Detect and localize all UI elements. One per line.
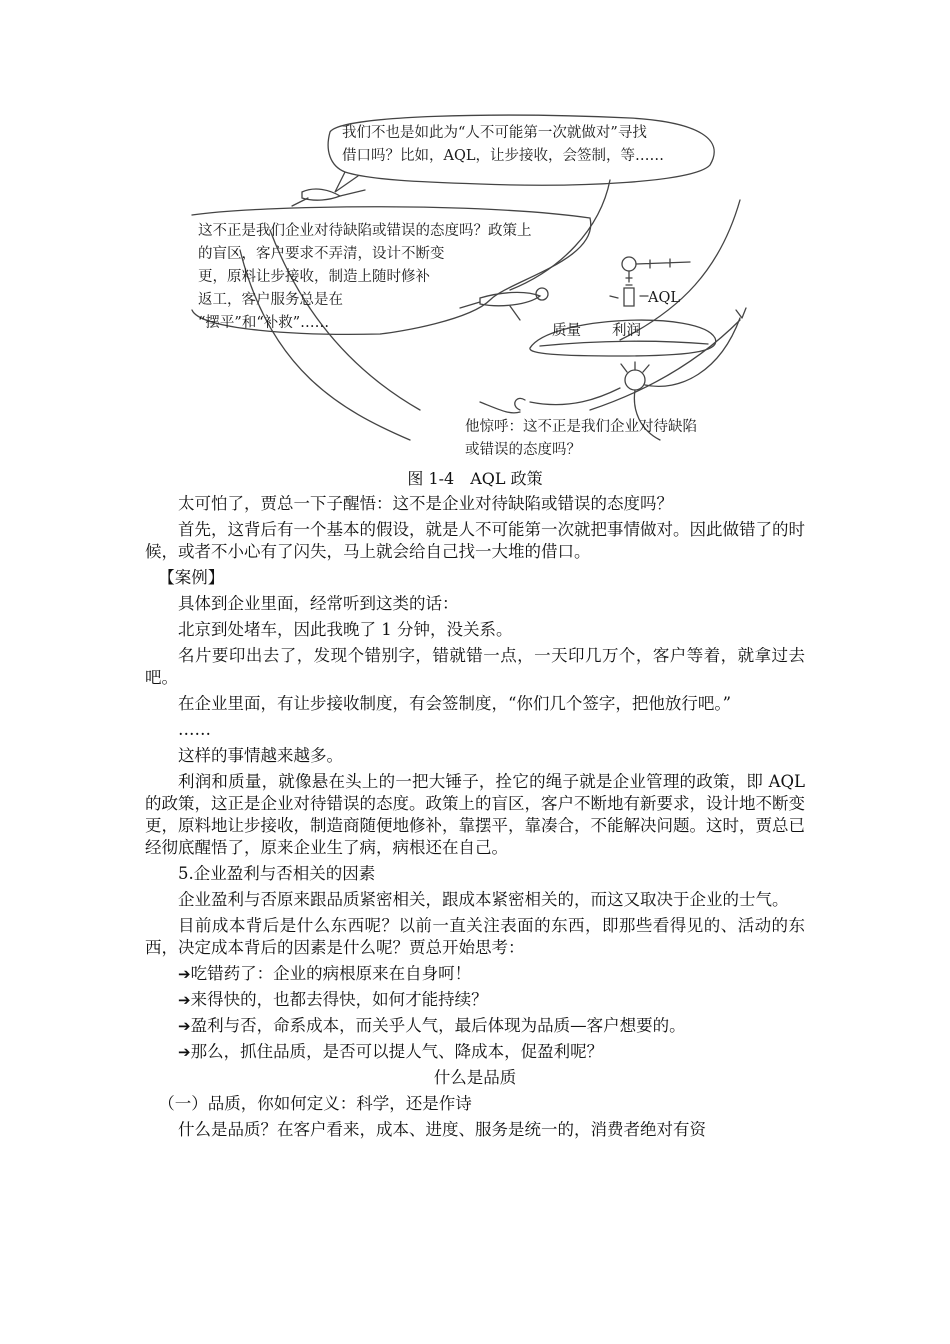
paragraph: 目前成本背后是什么东西呢？以前一直关注表面的东西，即那些看得见的、活动的东西，决定成本背后的因素是什么呢？贾总开始思考： <box>145 916 805 957</box>
arrow-icon: ➔ <box>178 1043 191 1061</box>
arrow-icon: ➔ <box>178 965 191 983</box>
bubble-mid-line-4: 返工，客户服务总是在 <box>198 292 343 308</box>
bubble-bottom-line-2: 或错误的态度吗？ <box>465 442 581 458</box>
bullet-item <box>145 1015 805 1037</box>
paragraph: 利润和质量，就像悬在头上的一把大锤子，拴它的绳子就是企业管理的政策，即 AQL 的政策，这正是企业对待错误的态度。政策上的盲区，客户不断地有新要求，设计地不断变更，原料地让步接收，制造商随便地修补，靠摆平，靠凑合，不能解决问题。这时，贾总已经彻底醒悟了，原来企业生了病，病根还在自己。 <box>145 772 805 857</box>
bullet-text: 那么，抓住品质，是否可以提人气、降成本，促盈利呢？ <box>190 1042 604 1061</box>
case-heading: 【案例】 <box>158 568 225 587</box>
figure-caption: 图 1-4 AQL 政策 <box>407 469 543 488</box>
aql-cartoon-figure <box>180 110 780 465</box>
arrow-icon: ➔ <box>178 1017 191 1035</box>
paragraph: 这样的事情越来越多。 <box>178 746 343 765</box>
document-body <box>145 493 805 1145</box>
section-title: 什么是品质 <box>433 1068 517 1087</box>
bullet-item <box>145 1041 805 1063</box>
paragraph: 名片要印出去了，发现个错别字，错就错一点，一天印几万个，客户等着，就拿过去吧。 <box>145 646 805 687</box>
bubble-mid-line-1: 这不正是我们企业对待缺陷或错误的态度吗？政策上 <box>198 223 532 239</box>
bubble-bottom-line-1: 他惊呼：这不正是我们企业对待缺陷 <box>465 419 697 435</box>
bubble-top-line-1: 我们不也是如此为“人不可能第一次就做对”寻找 <box>342 125 647 141</box>
paragraph: 首先，这背后有一个基本的假设，就是人不可能第一次就把事情做对。因此做错了的时候，或者不小心有了闪失，马上就会给自己找一大堆的借口。 <box>145 520 805 561</box>
bullet-item <box>145 963 805 985</box>
paragraph: 什么是品质？在客户看来，成本、进度、服务是统一的，消费者绝对有资 <box>178 1120 706 1139</box>
subsection-heading: （一）品质，你如何定义：科学，还是作诗 <box>158 1094 472 1113</box>
paragraph: …… <box>178 720 211 739</box>
paragraph: 在企业里面，有让步接收制度，有会签制度，“你们几个签字，把他放行吧。” <box>178 694 732 713</box>
paragraph: 企业盈利与否原来跟品质紧密相关，跟成本紧密相关的，而这又取决于企业的士气。 <box>178 890 789 909</box>
arrow-icon: ➔ <box>178 991 191 1009</box>
bubble-mid-line-5: “摆平”和“补救”…… <box>198 315 330 331</box>
bubble-mid-line-3: 更，原料让步接收，制造上随时修补 <box>198 269 430 285</box>
section-heading-5: 5.企业盈利与否相关的因素 <box>178 864 376 883</box>
bullet-text: 盈利与否，命系成本，而关乎人气，最后体现为品质—客户想要的。 <box>190 1016 686 1035</box>
bubble-mid-line-2: 的盲区，客户要求不弄清，设计不断变 <box>198 246 445 262</box>
label-aql: AQL <box>648 290 680 306</box>
paragraph: 北京到处堵车，因此我晚了 1 分钟，没关系。 <box>178 620 513 639</box>
paragraph: 太可怕了，贾总一下子醒悟：这不是企业对待缺陷或错误的态度吗？ <box>178 494 673 513</box>
label-quality: 质量 <box>552 323 581 339</box>
bubble-top-line-2: 借口吗？比如，AQL，让步接收，会签制，等…… <box>342 148 664 164</box>
bullet-text: 来得快的，也都去得快，如何才能持续？ <box>190 990 488 1009</box>
bullet-item <box>145 989 805 1011</box>
paragraph: 具体到企业里面，经常听到这类的话： <box>178 594 459 613</box>
label-profit: 利润 <box>612 323 641 339</box>
bullet-text: 吃错药了：企业的病根原来在自身呵！ <box>190 964 472 983</box>
